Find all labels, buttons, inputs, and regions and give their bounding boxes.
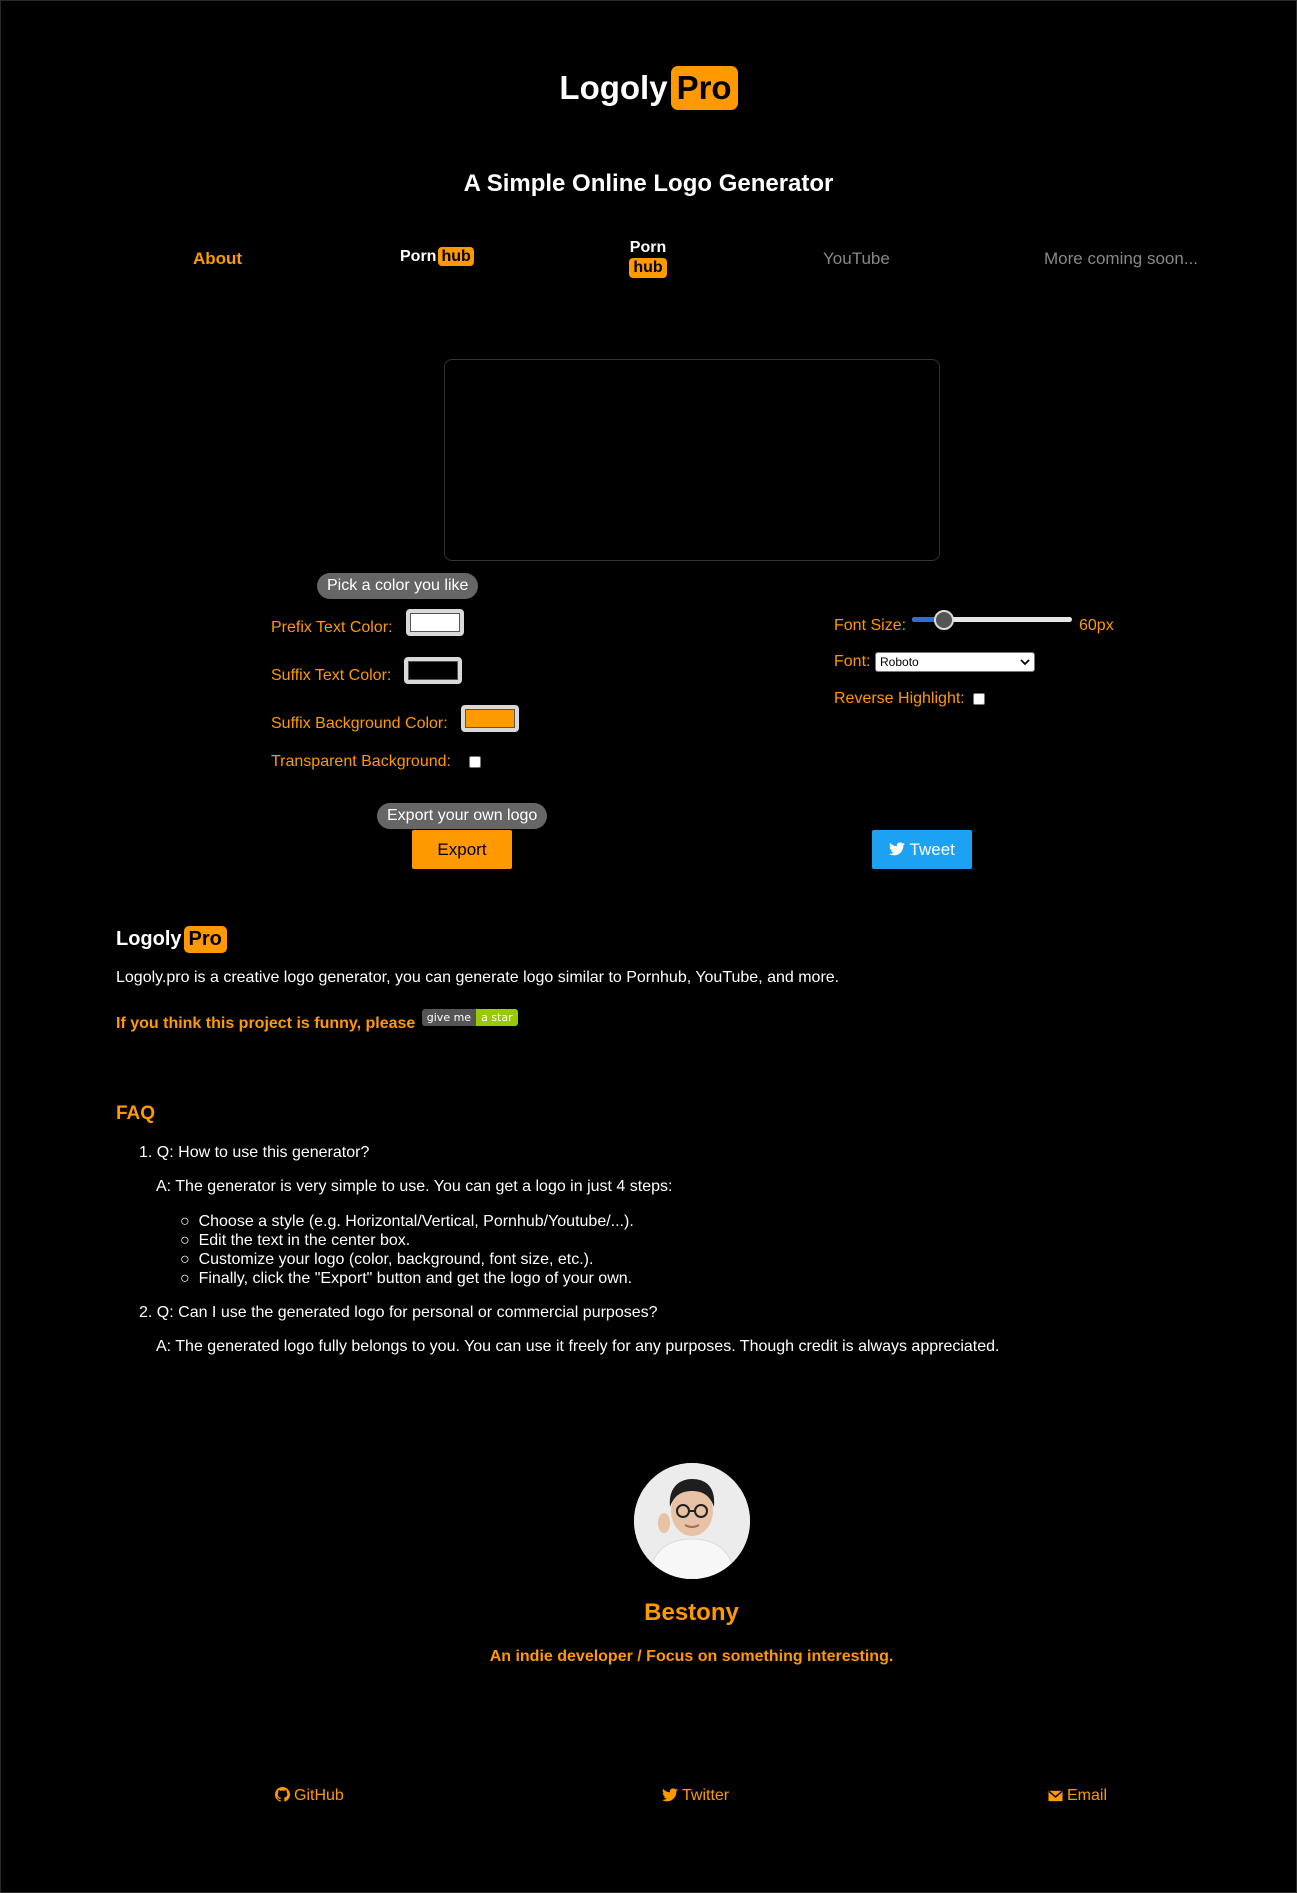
logo-prefix: Logoly (559, 69, 668, 106)
export-button[interactable]: Export (412, 830, 512, 869)
nav-pornhub-suffix: hub (438, 247, 473, 266)
reverse-highlight-label: Reverse Highlight: (834, 690, 965, 707)
twitter-icon (662, 1787, 682, 1804)
export-tooltip: Export your own logo (377, 803, 547, 829)
faq-item-number: 2. (139, 1304, 153, 1321)
faq-question-text: Q: Can I use the generated logo for personal or commercial purposes? (156, 1304, 658, 1321)
nav-about[interactable]: About (193, 249, 243, 268)
page-subtitle: A Simple Online Logo Generator (463, 170, 834, 197)
nav-phv-prefix: Porn (629, 239, 667, 256)
font-select[interactable] (875, 652, 1035, 672)
transparent-bg-checkbox[interactable] (469, 756, 481, 768)
chevron-down-icon (1020, 653, 1030, 677)
list-item: ○ Finally, click the "Export" button and get the logo of your own. (180, 1270, 633, 1287)
list-item: ○ Edit the text in the center box. (180, 1232, 411, 1249)
author-bio: An indie developer / Focus on something interesting. (489, 1648, 894, 1665)
footer-github-label: GitHub (294, 1787, 344, 1804)
site-logo[interactable] (0, 66, 1297, 110)
pick-color-tooltip: Pick a color you like (317, 573, 478, 599)
suffix-color-picker[interactable] (404, 657, 462, 684)
footer-email-label: Email (1067, 1787, 1108, 1804)
faq-title: FAQ (116, 1103, 156, 1124)
github-star-badge[interactable] (422, 1009, 518, 1026)
tweet-button[interactable] (872, 830, 972, 869)
suffix-bg-swatch (465, 709, 515, 728)
suffix-color-label: Suffix Text Color: (271, 667, 392, 684)
nav-youtube-style[interactable]: YouTube (823, 249, 890, 268)
font-select-value: Roboto (880, 655, 919, 669)
faq-question-text: Q: How to use this generator? (156, 1144, 370, 1161)
prefix-color-label: Prefix Text Color: (271, 619, 393, 636)
step-text: Customize your logo (color, background, font size, etc.). (198, 1251, 594, 1268)
font-size-value: 60px (1079, 617, 1114, 634)
nav-phv-suffix: hub (629, 258, 666, 278)
star-prompt-text: If you think this project is funny, please (116, 1015, 416, 1032)
step-text: Edit the text in the center box. (198, 1232, 411, 1249)
nav-pornhub-prefix: Porn (400, 248, 437, 265)
faq-item-1-answer: A: The generator is very simple to use. You can get a logo in just 4 steps: (156, 1178, 673, 1195)
reverse-highlight-checkbox[interactable] (973, 693, 985, 705)
twitter-icon (889, 840, 905, 859)
star-prompt (116, 1009, 518, 1033)
list-item: ○ Customize your logo (color, background, font size, etc.). (180, 1251, 594, 1268)
suffix-color-swatch (408, 661, 458, 680)
mail-icon (1048, 1787, 1067, 1804)
suffix-bg-color-picker[interactable] (461, 705, 519, 732)
about-logo-suffix: Pro (184, 926, 227, 953)
about-logo (116, 926, 227, 953)
author-name: Bestony (644, 1599, 739, 1626)
faq-steps-list (180, 1212, 634, 1288)
badge-left: give me (422, 1009, 476, 1026)
badge-right: a star (476, 1009, 518, 1026)
logo-suffix: Pro (671, 66, 738, 110)
faq-item-2-answer: A: The generated logo fully belongs to you. You can use it freely for any purposes. Though credit is always appreciated. (156, 1338, 1000, 1355)
transparent-bg-label: Transparent Background: (271, 753, 451, 770)
font-size-label: Font Size: (834, 617, 907, 634)
nav-more-coming: More coming soon... (1044, 249, 1199, 268)
about-description: Logoly.pro is a creative logo generator, you can generate logo similar to Pornhub, YouTube, and more. (116, 969, 840, 986)
footer-github-link[interactable] (275, 1787, 344, 1805)
avatar (634, 1463, 750, 1579)
prefix-color-swatch (410, 613, 460, 632)
nav-pornhub-style[interactable] (400, 248, 474, 266)
font-label: Font: (834, 653, 871, 670)
prefix-color-picker[interactable] (406, 609, 464, 636)
logo-editor-canvas[interactable] (444, 359, 940, 561)
footer-email-link[interactable] (1048, 1787, 1107, 1805)
faq-item-number: 1. (139, 1144, 153, 1161)
footer-twitter-label: Twitter (682, 1787, 730, 1804)
step-text: Choose a style (e.g. Horizontal/Vertical, Pornhub/Youtube/...). (198, 1213, 634, 1230)
font-size-slider-thumb[interactable] (934, 610, 954, 630)
tweet-label: Tweet (909, 840, 955, 859)
faq-item-1-question (139, 1144, 369, 1162)
suffix-bg-label: Suffix Background Color: (271, 715, 448, 732)
about-logo-prefix: Logoly (116, 928, 182, 950)
list-item: ○ Choose a style (e.g. Horizontal/Vertical, Pornhub/Youtube/...). (180, 1213, 634, 1230)
step-text: Finally, click the "Export" button and get the logo of your own. (198, 1270, 633, 1287)
github-icon (275, 1787, 294, 1804)
nav-pornhub-vertical-style[interactable] (620, 239, 676, 278)
footer-twitter-link[interactable] (662, 1787, 729, 1805)
faq-item-2-question (139, 1304, 658, 1322)
